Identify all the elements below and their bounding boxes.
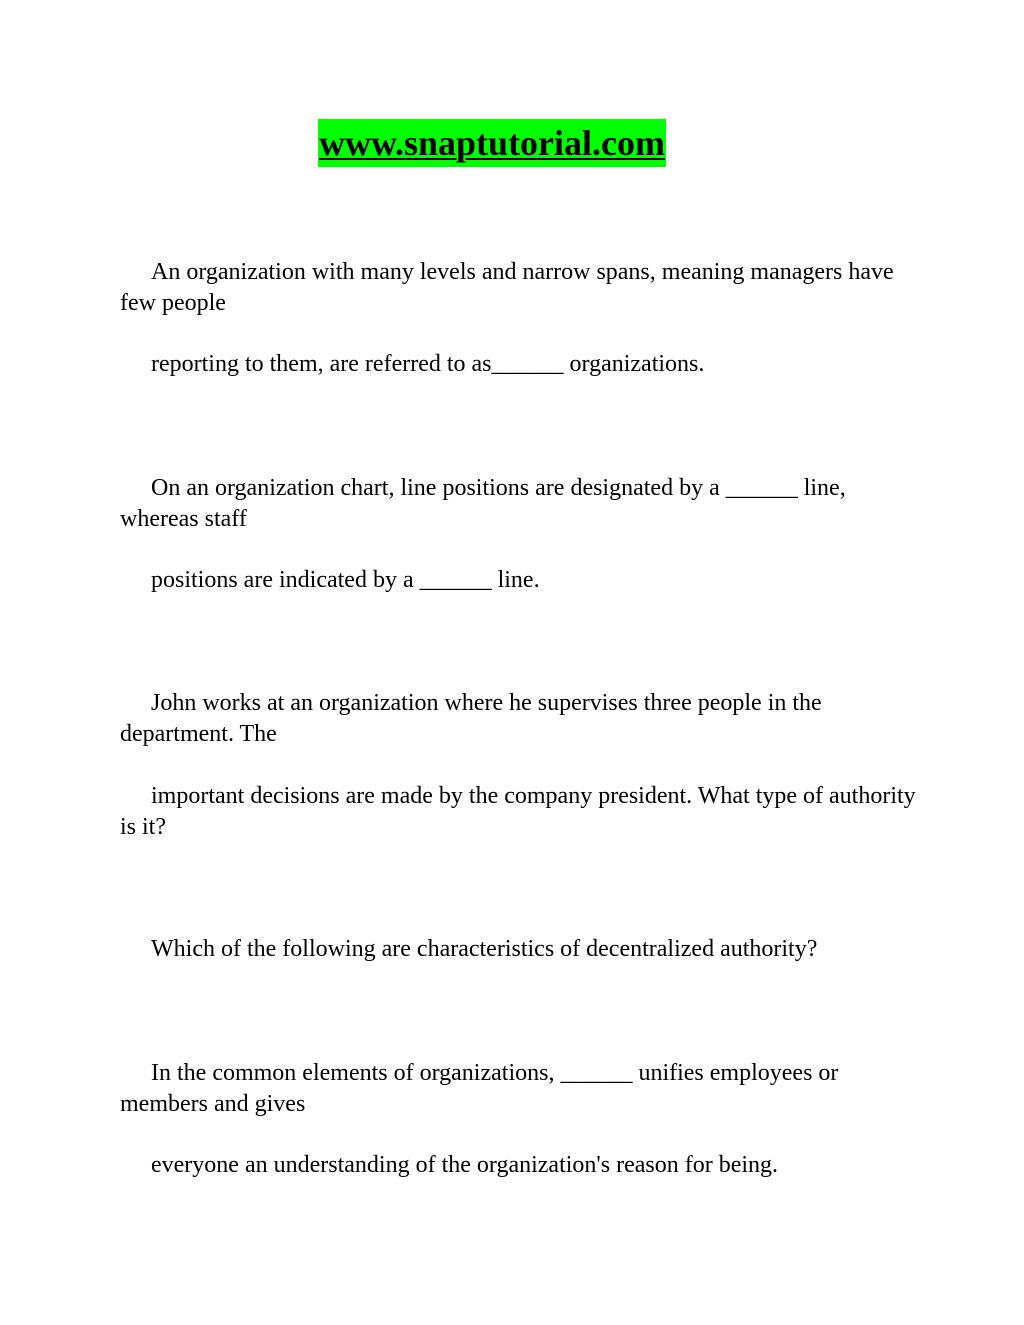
question-4-line-1: Which of the following are characteristics of decentralized authority?: [151, 936, 818, 962]
question-2-line-2: positions are indicated by a ______ line.: [151, 567, 540, 593]
question-1-line-1: An organization with many levels and narrow spans, meaning managers have few people: [120, 259, 894, 316]
site-link[interactable]: www.snaptutorial.com: [318, 119, 666, 167]
question-5-line-1: In the common elements of organizations, ______ unifies employees or members and gives: [120, 1060, 839, 1117]
question-2-line-1: On an organization chart, line positions are designated by a ______ line, whereas staff: [120, 475, 846, 532]
question-1-line-2: reporting to them, are referred to as______ organizations.: [151, 351, 705, 377]
question-3-line-2: important decisions are made by the company president. What type of authority is it?: [120, 783, 916, 840]
question-3-line-1: John works at an organization where he supervises three people in the department. The: [120, 690, 822, 747]
question-5-line-2: everyone an understanding of the organization's reason for being.: [151, 1152, 779, 1178]
